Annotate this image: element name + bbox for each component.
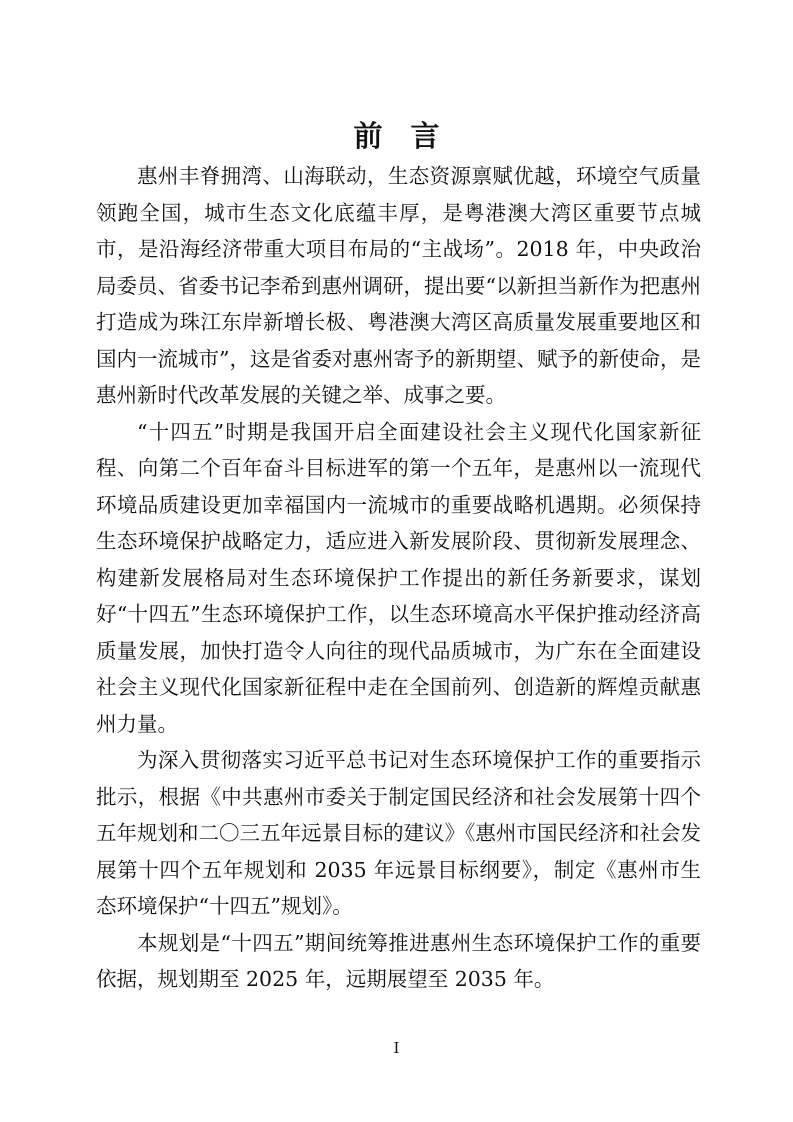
page-title: 前言 [353,119,468,153]
document-body [96,158,701,998]
paragraph-4: 本规划是“十四五”期间统筹推进惠州生态环境保护工作的重要依据，规划期至 2025 年，远期展望至 2035 年。 [96,930,701,991]
paragraph-1: 惠州丰脊拥湾、山海联动，生态资源禀赋优越，环境空气质量领跑全国，城市生态文化底蕴丰厚，是粤港澳大湾区重要节点城市，是沿海经济带重大项目布局的“主战场”。2018 年，中央政治局委员、省委书记李希到惠州调研，提出要“以新担当新作为把惠州打造成为珠江东岸新增长极、粤港澳大湾区高质量发展重要地区和国内一流城市”，这是省委对惠州寄予的新期望、赋予的新使命，是惠州新时代改革发展的关键之举、成事之要。 [96,164,701,407]
page-number: I [393,1039,400,1057]
paragraph-3: 为深入贯彻落实习近平总书记对生态环境保护工作的重要指示批示，根据《中共惠州市委关于制定国民经济和社会发展第十四个五年规划和二〇三五年远景目标的建议》《惠州市国民经济和社会发展第十四个五年规划和 2035 年远景目标纲要》，制定《惠州市生态环境保护“十四五”规划》。 [96,748,701,918]
paragraph-2: “十四五”时期是我国开启全面建设社会主义现代化国家新征程、向第二个百年奋斗目标进军的第一个五年，是惠州以一流现代环境品质建设更加幸福国内一流城市的重要战略机遇期。必须保持生态环境保护战略定力，适应进入新发展阶段、贯彻新发展理念、构建新发展格局对生态环境保护工作提出的新任务新要求，谋划好“十四五”生态环境保护工作，以生态环境高水平保护推动经济高质量发展，加快打造令人向往的现代品质城市，为广东在全面建设社会主义现代化国家新征程中走在全国前列、创造新的辉煌贡献惠州力量。 [96,419,701,736]
